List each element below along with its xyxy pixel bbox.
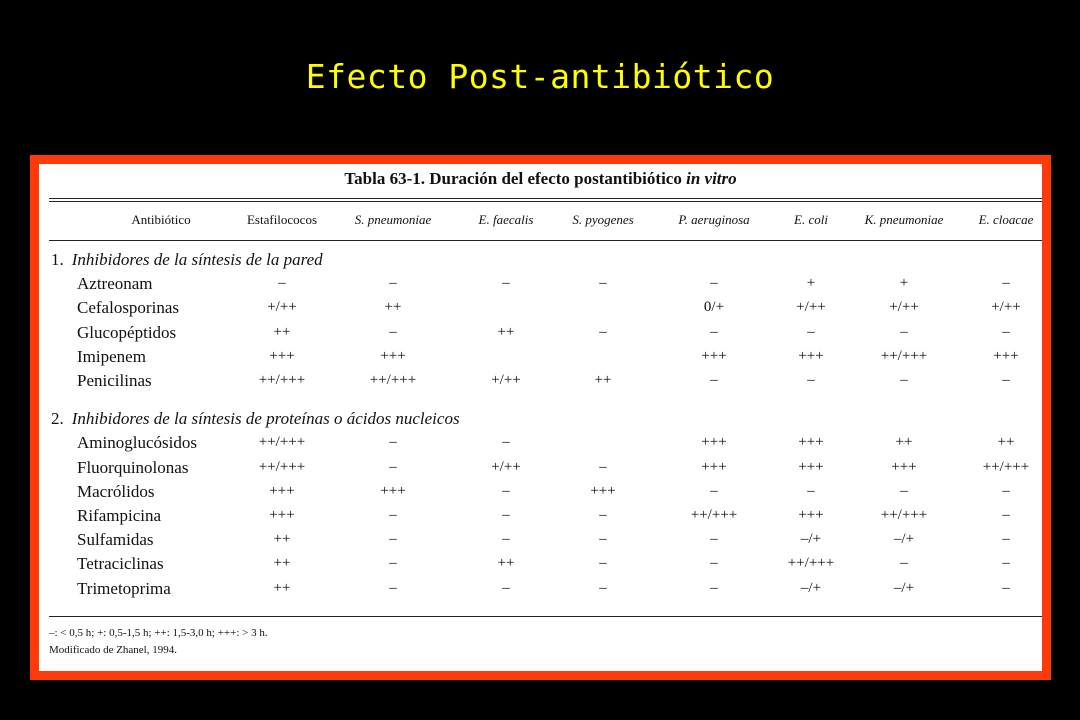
row-label: Imipenem [77,346,146,366]
table-cell: – [1002,579,1010,596]
table-cell: – [389,275,397,292]
table-cell: – [710,323,718,340]
row-label: Aminoglucósidos [77,433,197,453]
table-cell: – [1002,555,1010,572]
column-header: E. cloacae [978,212,1034,227]
table-cell: – [502,482,510,499]
column-header: E. coli [794,212,828,227]
table-cell: ++ [997,434,1015,451]
table-cell: –/+ [800,531,822,548]
footnote-legend: –: < 0,5 h; +: 0,5-1,5 h; ++: 1,5-3,0 h; +++: > 3 h. [49,627,268,639]
row-label: Glucopéptidos [77,322,177,342]
table-cell: – [900,482,908,499]
table-cell: – [599,507,607,523]
table-cell: ++ [273,531,291,548]
table-cell: +++ [701,347,727,364]
table-cell: – [389,434,397,451]
table-cell: – [599,323,607,340]
table-cell: +++ [701,458,727,475]
column-header: S. pneumoniae [354,212,432,227]
table-cell: ++ [273,323,291,340]
row-label: Cefalosporinas [77,298,179,318]
row-label: Macrólidos [77,481,155,501]
table-cell: +++ [798,434,824,451]
table-cell: – [1002,372,1010,388]
table-cell: – [710,531,718,548]
table-cell: ++/+++ [982,458,1030,475]
table-cell: +/++ [796,299,826,316]
table-caption-italic: in vitro [686,169,737,188]
table-cell: – [710,482,718,499]
table-cell: ++/+++ [258,458,306,475]
table-cell: ++ [273,579,291,596]
table-cell: +++ [798,458,824,475]
pae-table [39,164,1042,671]
row-label: Fluorquinolonas [77,457,189,477]
table-cell: +++ [269,507,295,523]
table-cell: +/++ [267,299,297,316]
table-cell: ++ [273,555,291,572]
table-cell: ++ [384,299,402,316]
slide-title: Efecto Post-antibiótico [305,57,775,96]
table-cell: ++/+++ [258,372,306,388]
table-cell: – [900,323,908,340]
table-cell: ++/+++ [880,507,928,523]
table-cell: ++ [895,434,913,451]
table-cell: – [599,579,607,596]
table-cell: +/++ [491,372,521,388]
table-cell: + [899,275,909,292]
table-caption-prefix: Tabla 63-1. Duración del efecto postantibiótico [344,169,687,188]
table-cell: – [389,458,397,475]
table-cell: +++ [798,507,824,523]
table-cell: – [710,275,718,292]
section-heading [51,409,460,429]
table-cell: ++ [497,323,515,340]
table-cell: – [502,434,510,451]
row-label: Tetraciclinas [77,554,164,574]
table-cell: – [502,579,510,596]
table-cell: – [1002,482,1010,499]
column-header: K. pneumoniae [864,212,944,227]
table-cell: +++ [380,482,406,499]
row-label: Aztreonam [77,274,153,294]
table-cell: +++ [380,347,406,364]
footnote-source: Modificado de Zhanel, 1994. [49,644,177,656]
table-cell: – [1002,323,1010,340]
row-label: Sulfamidas [77,530,154,550]
table-cell: – [502,507,510,523]
row-label: Rifampicina [77,506,162,525]
table-cell: +++ [269,482,295,499]
table-cell: ++ [594,372,612,388]
table-cell: – [389,555,397,572]
table-cell: – [389,507,397,523]
table-cell: – [710,555,718,572]
section-label: Inhibidores de la síntesis de la pared [71,250,323,269]
row-label: Penicilinas [77,371,152,390]
column-header: E. faecalis [478,212,534,227]
table-cell: – [807,482,815,499]
table-cell: +/++ [491,458,521,475]
table-cell: +++ [701,434,727,451]
table-cell: +/++ [889,299,919,316]
table-cell: –/+ [893,579,915,596]
table-cell: ++/+++ [690,507,738,523]
table-cell: – [278,275,286,292]
table-cell: + [806,275,816,292]
table-cell: – [1002,531,1010,548]
table-cell: – [1002,507,1010,523]
table-cell: 0/+ [703,299,725,316]
table-cell: – [1002,275,1010,292]
table-cell: +++ [590,482,616,499]
section-label: Inhibidores de la síntesis de proteínas o ácidos nucleicos [71,409,460,429]
table-cell: – [389,579,397,596]
column-header: P. aeruginosa [678,212,750,227]
table-cell: – [389,323,397,340]
table-cell: – [389,531,397,548]
table-cell: – [502,531,510,548]
table-cell: +++ [993,347,1019,364]
table-cell: ++/+++ [258,434,306,451]
table-cell: – [599,458,607,475]
section-number: 2. [51,409,64,429]
table-cell: – [599,531,607,548]
section-number: 1. [51,250,64,269]
table-cell: +++ [798,347,824,364]
table-cell: ++/+++ [787,555,835,572]
row-label: Trimetoprima [77,578,171,598]
table-cell: ++/+++ [369,372,417,388]
column-header: Antibiótico [131,212,191,227]
table-cell: ++/+++ [880,347,928,364]
table-cell: +++ [891,458,917,475]
column-header: S. pyogenes [572,212,634,227]
table-cell: +++ [269,347,295,364]
table-cell: – [599,275,607,292]
table-image-frame [30,155,1051,680]
table-cell: ++ [497,555,515,572]
table-cell: – [807,372,815,388]
table-cell: – [599,555,607,572]
table-cell: –/+ [800,579,822,596]
table-cell: +/++ [991,299,1021,316]
table-cell: – [807,323,815,340]
table-cell: – [710,579,718,596]
table-cell: –/+ [893,531,915,548]
column-header: Estafilococos [246,212,318,227]
table-cell: – [900,555,908,572]
table-cell: – [502,275,510,292]
table-cell: – [710,372,718,388]
table-cell: – [900,372,908,388]
section-heading [51,250,323,270]
